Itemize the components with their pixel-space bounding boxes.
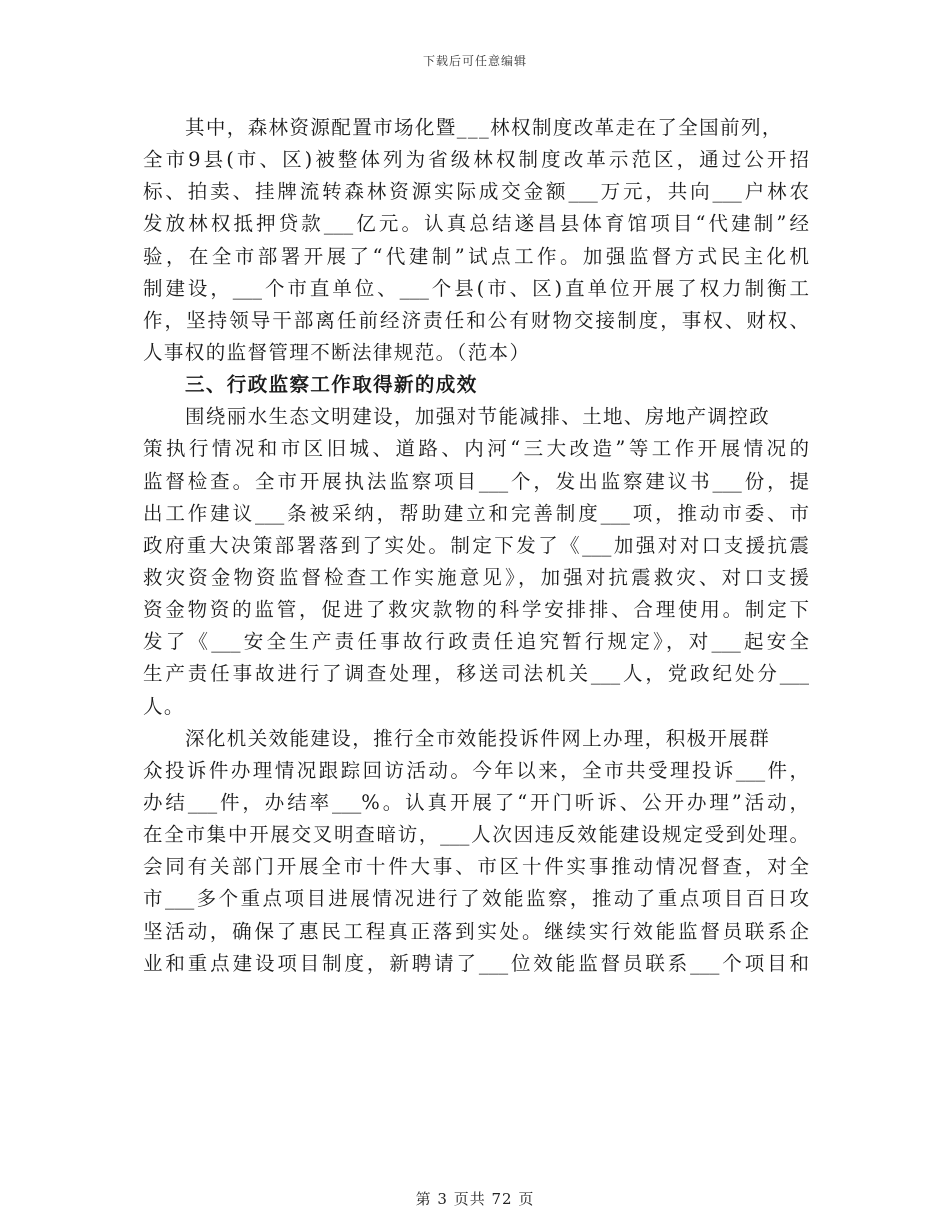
paragraph-line: 其中，森林资源配置市场化暨___林权制度改革走在了全国前列， <box>185 116 783 139</box>
paragraph-line: 策执行情况和市区旧城、道路、内河“三大改造”等工作开展情况的 <box>143 437 809 461</box>
paragraph-line: 业和重点建设项目制度，新聘请了___位效能监督员联系___个项目和 <box>143 951 809 975</box>
paragraph-line: 政府重大决策部署落到了实处。制定下发了《___加强对对口支援抗震 <box>143 533 809 557</box>
paragraph-line: 众投诉件办理情况跟踪回访活动。今年以来，全市共受理投诉___件， <box>143 758 809 782</box>
paragraph-line: 监督检查。全市开展执法监察项目___个，发出监察建议书___份，提 <box>143 469 809 493</box>
paragraph-line: 作，坚持领导干部离任前经济责任和公有财物交接制度，事权、财权、 <box>143 308 809 332</box>
paragraph-line: 坚活动，确保了惠民工程真正落到实处。继续实行效能监督员联系企 <box>143 919 809 943</box>
paragraph-line: 制建设，___个市直单位、___个县(市、区)直单位开展了权力制衡工 <box>143 276 809 300</box>
paragraph-line: 市___多个重点项目进展情况进行了效能监察，推动了重点项目百日攻 <box>143 887 809 911</box>
paragraph-line: 出工作建议___条被采纳，帮助建立和完善制度___项，推动市委、市 <box>143 501 809 525</box>
paragraph-line: 人事权的监督管理不断法律规范。（范本） <box>143 340 531 364</box>
paragraph-line: 发放林权抵押贷款___亿元。认真总结遂昌县体育馆项目“代建制”经 <box>143 212 809 236</box>
paragraph-line: 发了《___安全生产责任事故行政责任追究暂行规定》，对___起安全 <box>143 630 809 654</box>
paragraph-line: 全市9县(市、区)被整体列为省级林权制度改革示范区，通过公开招 <box>143 148 809 172</box>
paragraph-line: 验，在全市部署开展了“代建制”试点工作。加强监督方式民主化机 <box>143 244 809 268</box>
section-heading: 三、行政监察工作取得新的成效 <box>185 373 478 397</box>
page-header: 下载后可任意编辑 <box>422 54 527 68</box>
paragraph-line: 办结___件，办结率___%。认真开展了“开门听诉、公开办理”活动， <box>143 790 809 814</box>
paragraph-line: 人。 <box>143 694 185 718</box>
paragraph-line: 会同有关部门开展全市十件大事、市区十件实事推动情况督查，对全 <box>143 855 809 879</box>
paragraph-line: 标、拍卖、挂牌流转森林资源实际成交金额___万元，共向___户林农 <box>143 180 809 204</box>
page-footer: 第 3 页共 72 页 <box>415 1190 535 1208</box>
document-body <box>143 112 809 980</box>
paragraph-line: 围绕丽水生态文明建设，加强对节能减排、土地、房地产调控政 <box>185 405 771 429</box>
paragraph-line: 资金物资的监管，促进了救灾款物的科学安排排、合理使用。制定下 <box>143 598 809 622</box>
paragraph-line: 生产责任事故进行了调查处理，移送司法机关___人，党政纪处分___ <box>143 662 809 686</box>
paragraph-line: 在全市集中开展交叉明查暗访，___人次因违反效能建设规定受到处理。 <box>143 823 809 847</box>
paragraph-line: 救灾资金物资监督检查工作实施意见》，加强对抗震救灾、对口支援 <box>143 565 809 589</box>
paragraph-line: 深化机关效能建设，推行全市效能投诉件网上办理，积极开展群 <box>185 726 771 750</box>
